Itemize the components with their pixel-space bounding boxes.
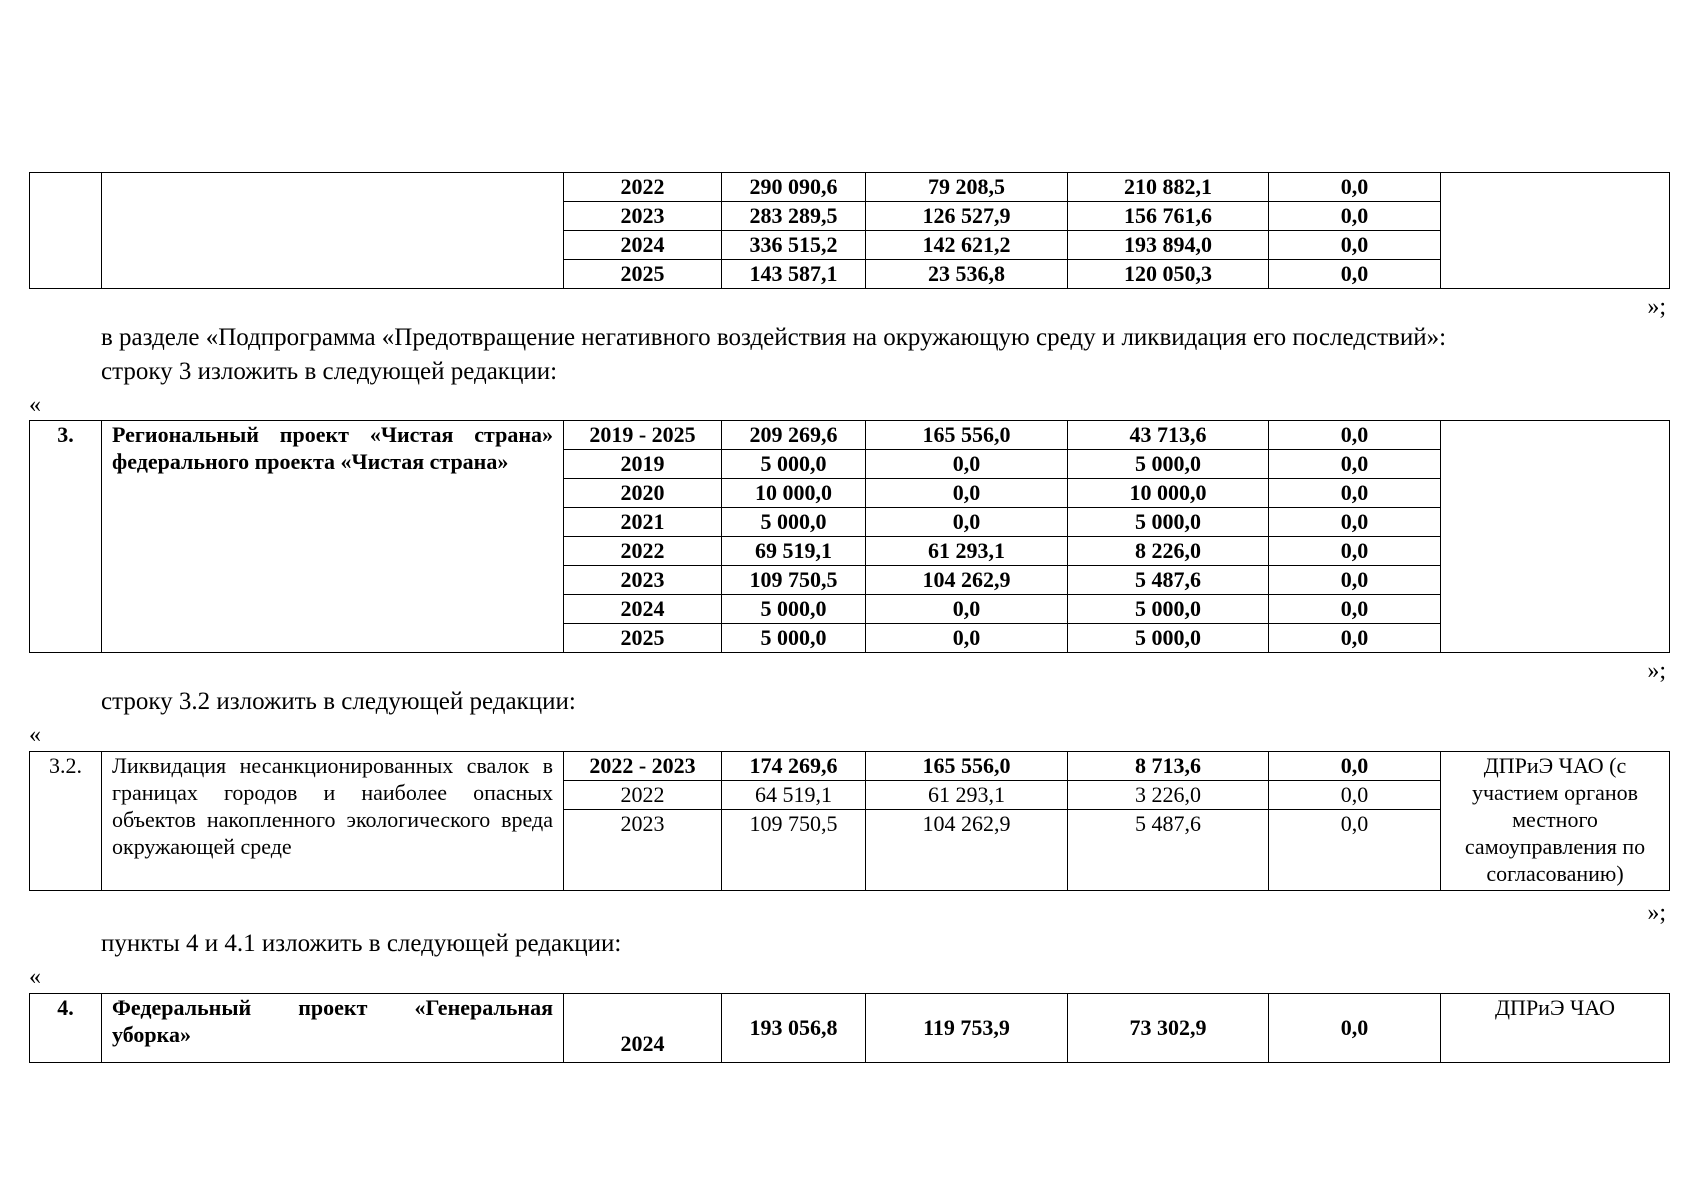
table-row3 xyxy=(29,420,1670,653)
instruction-row32: строку 3.2 изложить в следующей редакции: xyxy=(101,688,576,715)
total-cell: 109 750,5 xyxy=(722,566,866,595)
year-cell: 2025 xyxy=(564,624,722,653)
amount-cell: 0,0 xyxy=(1269,479,1441,508)
total-cell: 10 000,0 xyxy=(722,479,866,508)
amount-cell: 126 527,9 xyxy=(866,202,1068,231)
name-cell: Ликвидация несанкционированных свалок в границах городов и наиболее опасных объектов накопленного экологического вреда окружающей среде xyxy=(102,752,564,891)
name-cell: Федеральный проект «Генеральная уборка» xyxy=(102,994,564,1063)
total-cell: 5 000,0 xyxy=(722,450,866,479)
total-cell: 283 289,5 xyxy=(722,202,866,231)
closing-quote: »; xyxy=(1647,294,1666,320)
num-cell: 3.2. xyxy=(30,752,102,891)
total-cell: 69 519,1 xyxy=(722,537,866,566)
amount-cell: 120 050,3 xyxy=(1068,260,1269,289)
table-item4 xyxy=(29,993,1670,1063)
closing-quote: »; xyxy=(1647,658,1666,684)
amount-cell: 0,0 xyxy=(866,624,1068,653)
amount-cell: 142 621,2 xyxy=(866,231,1068,260)
num-cell: 3. xyxy=(30,421,102,653)
amount-cell: 210 882,1 xyxy=(1068,173,1269,202)
year-cell: 2023 xyxy=(564,810,722,891)
total-cell: 143 587,1 xyxy=(722,260,866,289)
year-cell: 2022 - 2023 xyxy=(564,752,722,781)
year-cell: 2020 xyxy=(564,479,722,508)
amount-cell: 0,0 xyxy=(1269,421,1441,450)
section-intro: в разделе «Подпрограмма «Предотвращение негативного воздействия на окружающую среду и ликвидация его последствий»: xyxy=(101,324,1447,351)
amount-cell: 165 556,0 xyxy=(866,752,1068,781)
amount-cell: 0,0 xyxy=(866,595,1068,624)
table-row xyxy=(30,994,1670,1063)
amount-cell: 0,0 xyxy=(1269,566,1441,595)
responsible-cell: ДПРиЭ ЧАО (с участием органов местного самоуправления по согласованию) xyxy=(1441,752,1670,891)
year-cell: 2023 xyxy=(564,202,722,231)
year-cell: 2024 xyxy=(564,231,722,260)
amount-cell: 0,0 xyxy=(1269,595,1441,624)
amount-cell: 5 487,6 xyxy=(1068,810,1269,891)
name-cell xyxy=(102,173,564,289)
amount-cell: 73 302,9 xyxy=(1068,994,1269,1063)
total-cell: 174 269,6 xyxy=(722,752,866,781)
amount-cell: 0,0 xyxy=(1269,752,1441,781)
amount-cell: 5 000,0 xyxy=(1068,624,1269,653)
instruction-row3: строку 3 изложить в следующей редакции: xyxy=(101,358,558,385)
table-row xyxy=(30,173,1670,202)
total-cell: 64 519,1 xyxy=(722,781,866,810)
total-cell: 290 090,6 xyxy=(722,173,866,202)
amount-cell: 8 226,0 xyxy=(1068,537,1269,566)
amount-cell: 119 753,9 xyxy=(866,994,1068,1063)
year-cell: 2019 - 2025 xyxy=(564,421,722,450)
year-cell: 2022 xyxy=(564,781,722,810)
amount-cell: 156 761,6 xyxy=(1068,202,1269,231)
instruction-items4: пункты 4 и 4.1 изложить в следующей редакции: xyxy=(101,930,622,957)
amount-cell: 0,0 xyxy=(1269,624,1441,653)
total-cell: 5 000,0 xyxy=(722,508,866,537)
table-row xyxy=(30,421,1670,450)
amount-cell: 0,0 xyxy=(1269,810,1441,891)
table-continuation xyxy=(29,172,1670,289)
amount-cell: 0,0 xyxy=(1269,450,1441,479)
amount-cell: 43 713,6 xyxy=(1068,421,1269,450)
amount-cell: 0,0 xyxy=(1269,781,1441,810)
amount-cell: 0,0 xyxy=(1269,537,1441,566)
responsible-cell xyxy=(1441,421,1670,653)
amount-cell: 3 226,0 xyxy=(1068,781,1269,810)
total-cell: 109 750,5 xyxy=(722,810,866,891)
table-row32 xyxy=(29,751,1670,891)
year-cell: 2023 xyxy=(564,566,722,595)
amount-cell: 0,0 xyxy=(866,450,1068,479)
opening-quote: « xyxy=(29,722,41,748)
opening-quote: « xyxy=(29,964,41,990)
amount-cell: 10 000,0 xyxy=(1068,479,1269,508)
total-cell: 209 269,6 xyxy=(722,421,866,450)
total-cell: 5 000,0 xyxy=(722,595,866,624)
name-cell: Региональный проект «Чистая страна» федерального проекта «Чистая страна» xyxy=(102,421,564,653)
year-cell: 2021 xyxy=(564,508,722,537)
closing-quote: »; xyxy=(1647,900,1666,926)
amount-cell: 104 262,9 xyxy=(866,566,1068,595)
amount-cell: 0,0 xyxy=(866,479,1068,508)
amount-cell: 79 208,5 xyxy=(866,173,1068,202)
table-row xyxy=(30,752,1670,781)
year-cell: 2019 xyxy=(564,450,722,479)
total-cell: 336 515,2 xyxy=(722,231,866,260)
amount-cell: 5 000,0 xyxy=(1068,508,1269,537)
amount-cell: 8 713,6 xyxy=(1068,752,1269,781)
year-cell: 2022 xyxy=(564,173,722,202)
amount-cell: 61 293,1 xyxy=(866,781,1068,810)
responsible-cell: ДПРиЭ ЧАО xyxy=(1441,994,1670,1063)
amount-cell: 0,0 xyxy=(1269,231,1441,260)
total-cell: 193 056,8 xyxy=(722,994,866,1063)
amount-cell: 23 536,8 xyxy=(866,260,1068,289)
year-cell: 2025 xyxy=(564,260,722,289)
amount-cell: 5 000,0 xyxy=(1068,595,1269,624)
num-cell xyxy=(30,173,102,289)
amount-cell: 0,0 xyxy=(1269,508,1441,537)
amount-cell: 0,0 xyxy=(1269,173,1441,202)
amount-cell: 104 262,9 xyxy=(866,810,1068,891)
amount-cell: 0,0 xyxy=(866,508,1068,537)
amount-cell: 5 000,0 xyxy=(1068,450,1269,479)
responsible-cell xyxy=(1441,173,1670,289)
num-cell: 4. xyxy=(30,994,102,1063)
amount-cell: 0,0 xyxy=(1269,260,1441,289)
opening-quote: « xyxy=(29,392,41,418)
amount-cell: 165 556,0 xyxy=(866,421,1068,450)
amount-cell: 5 487,6 xyxy=(1068,566,1269,595)
year-cell: 2024 xyxy=(564,595,722,624)
amount-cell: 0,0 xyxy=(1269,202,1441,231)
amount-cell: 61 293,1 xyxy=(866,537,1068,566)
total-cell: 5 000,0 xyxy=(722,624,866,653)
year-cell: 2022 xyxy=(564,537,722,566)
year-cell: 2024 xyxy=(564,994,722,1063)
amount-cell: 0,0 xyxy=(1269,994,1441,1063)
amount-cell: 193 894,0 xyxy=(1068,231,1269,260)
